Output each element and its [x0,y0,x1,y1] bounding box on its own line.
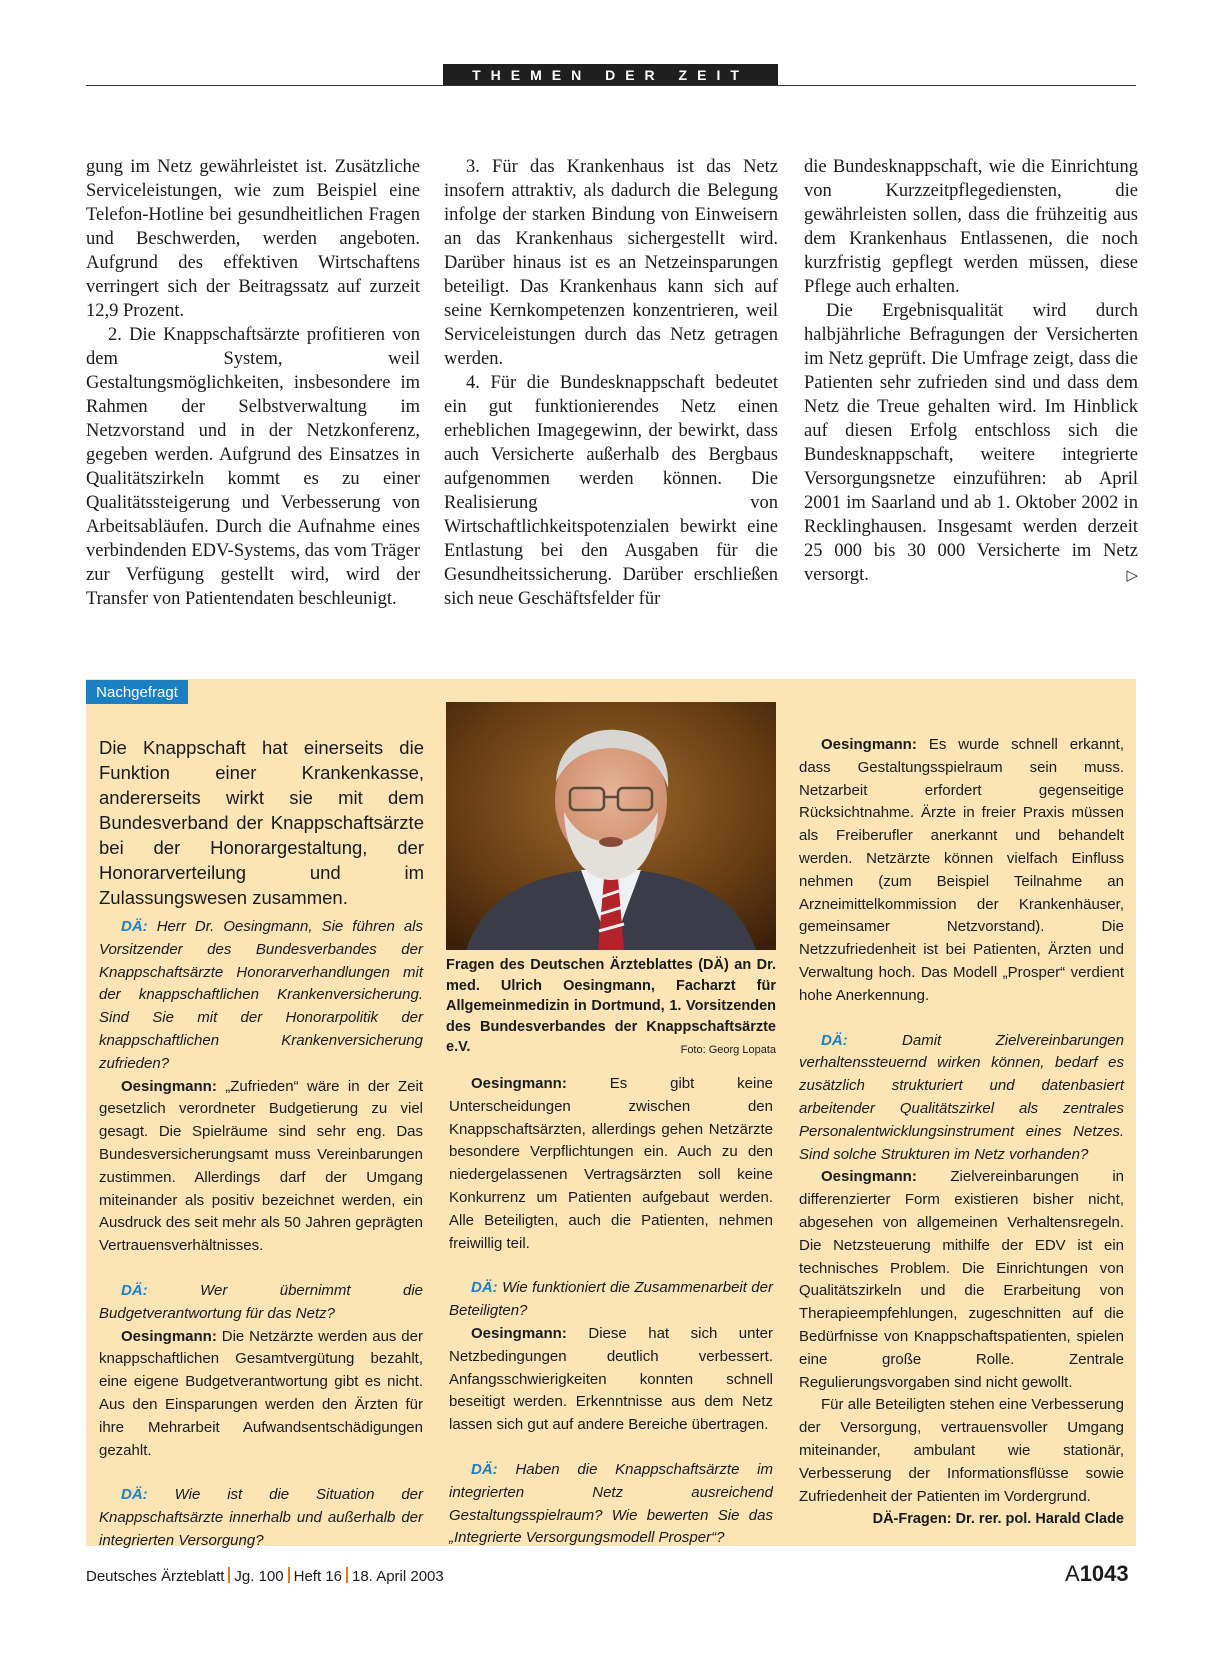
da-label: DÄ: [821,1031,848,1049]
da-label: DÄ: [121,1486,148,1504]
paragraph: gung im Netz gewährleistet ist. Zusätzliche Serviceleistungen, wie zum Beispiel eine Telefon-Hotline bei gesundheitlichen Fragen und Beschwerden, werden angeboten. Aufgrund des effektiven Wirtschaftens verringert sich der Beitragssatz auf zurzeit 12,9 Prozent. [86,157,420,321]
answer [99,1326,423,1463]
portrait-photo [446,702,776,950]
speaker-label: Oesingmann: [471,1324,567,1342]
article-column-1 [86,155,420,611]
footer-separator [228,1567,230,1583]
box-lead: Die Knappschaft hat einerseits die Funktion einer Krankenkasse, andererseits wirkt sie mit dem Bundesverband der Knappschaftsärzte bei der Honorargestaltung, der Honorarverteilung und im Zulassungswesen zusammen. [99,737,424,908]
section-label: THEMEN DER ZEIT [443,64,778,85]
closing-paragraph: Für alle Beteiligten stehen eine Verbesserung der Versorgung, vertrauensvoller Umgang miteinander, ambulant wie stationär, Verbesserung der Informationsflüsse sowie Zufriedenheit der Patienten im Vordergrund. [799,1396,1124,1505]
question-text: Wie ist die Situation der Knappschaftsärzte innerhalb und außerhalb der integrierten Versorgung? [99,1486,423,1549]
answer-text: Zielvereinbarungen in differenzierter Form existieren bisher nicht, abgesehen von allgemeinen Verhaltensregeln. Die Netzsteuerung mithilfe der EDV ist ein technisches Problem. Die Einrichtungen von Qualitätszirkeln und die Erarbeitung von Therapieempfehlungen, zugeschnitten auf die Bedürfnisse von Knappschaftspatienten, spielen eine große Rolle. Zentrale Regulierungsvorgaben sind nicht gewollt. [799,1168,1124,1391]
da-label: DÄ: [121,918,148,935]
page-prefix: A [1065,1561,1080,1586]
page-number [1065,1561,1129,1587]
interview-column-1 [99,916,423,1553]
question [449,1277,773,1323]
answer [99,1076,423,1258]
journal-name: Deutsches Ärzteblatt [86,1568,225,1585]
footer-separator [346,1567,348,1583]
speaker-label: Oesingmann: [821,736,917,753]
answer-text: Es gibt keine Unterscheidungen zwischen den Knappschaftsärzten, allerdings gehen Netzärzte besondere Verpflichtungen ein. Auch zu den niedergelassenen Vertragsärzten soll keine Konkurrenz um Patienten aufgebaut werden. Alle Beteiligten, auch die Patienten, nehmen freiwillig teil. [449,1075,774,1252]
paragraph: 2. Die Knappschaftsärzte profitieren von dem System, weil Gestaltungsmöglichkeiten, insbesondere im Rahmen der Selbstverwaltung im Netzvorstand und in der Netzkonferenz, gegeben werden. Aufgrund des Einsatzes in Qualitätszirkeln kommt es zu einer Qualitätssteigerung und Verbesserung von Arbeitsabläufen. Durch die Aufnahme eines verbindenden EDV-Systems, das vom Träger zur Verfügung gestellt wird, wird der Transfer von Patientendaten beschleunigt. [86,325,420,609]
speaker-label: Oesingmann: [121,1327,217,1345]
question-text: Damit Zielvereinbarungen verhaltenssteuernd wirken können, bedarf es zusätzlich strukturiert und datenbasiert arbeitender Qualitätszirkel als zentrales Personalentwicklungsinstrument eines Netzes. Sind solche Strukturen im Netz vorhanden? [799,1031,1124,1163]
paragraph: 3. Für das Krankenhaus ist das Netz insofern attraktiv, als dadurch die Belegung infolge der starken Bindung von Einweisern an das Krankenhaus sichergestellt wird. Darüber hinaus ist es an Netzeinsparungen beteiligt. Das Krankenhaus kann sich auf seine Kernkompetenzen konzentrieren, weil Serviceleistungen durch das Netz getragen werden. [444,157,778,369]
question [99,1280,423,1326]
da-label: DÄ: [121,1281,148,1299]
question [799,1030,1124,1167]
footer [86,1567,444,1585]
answer-text: „Zufrieden“ wäre in der Zeit gesetzlich verordneter Budgetierung zu viel gesagt. Die Spielräume sind sehr eng. Das Bundesversicherungsamt muss Vereinbarungen zustimmen. Allerdings darf der Umgang miteinander als positiv bezeichnet werden, ein Ausdruck des seit mehr als 50 Jahren geprägten Vertrauensverhältnisses. [99,1077,424,1255]
paragraph-text: Die Ergebnisqualität wird durch halbjährliche Befragungen der Versicherten im Netz geprüft. Die Umfrage zeigt, dass die Patienten sehr zufrieden sind und dass dem Netz die Treue gehalten wird. Im Hinblick auf diesen Erfolg entschloss sich die Bundesknappschaft, weitere integrierte Versorgungsnetze einzuführen: ab April 2001 im Saarland und ab 1. Oktober 2002 in Recklinghausen. Insgesamt werden derzeit 25 000 bis 30 000 Versicherte im Netz versorgt. [804,301,1138,585]
answer-text: Die Netzärzte werden aus der knappschaftlichen Gesamtvergütung bezahlt, eine eigene Budgetverantwortung gibt es nicht. Aus den Einsparungen werden den Ärzten für ihre Mehrarbeit Aufwandsentschädigungen gezahlt. [99,1327,423,1459]
box-tag: Nachgefragt [86,680,188,704]
question-text: Wer übernimmt die Budgetverantwortung für das Netz? [99,1281,424,1322]
interview-column-2 [449,1073,773,1550]
answer [449,1073,773,1255]
answer [799,1166,1124,1394]
header-rule [86,85,1136,86]
question [449,1459,773,1550]
question-text: Haben die Knappschaftsärzte im integrierten Netz ausreichend Gestaltungsspielraum? Wie bewerten Sie das „Integrierte Versorgungsmodell Prosper“? [449,1460,773,1547]
answer [449,1323,773,1437]
article-column-3 [804,155,1138,587]
answer [799,734,1124,1008]
paragraph: die Bundesknappschaft, wie die Einrichtung von Kurzzeitpflegediensten, die gewährleisten sollen, dass die frühzeitig aus dem Krankenhaus Entlassenen, die noch kurzfristig gepflegt werden müssen, diese Pflege auch erhalten. [804,157,1138,297]
question-text: Herr Dr. Oesingmann, Sie führen als Vorsitzender des Bundesverbandes der Knappschaftsärzte Honorarverhandlungen mit der knappschaftlichen Krankenversicherung. Sind Sie mit der Honorarpolitik der knappschaftlichen Krankenversicherung zufrieden? [99,918,424,1072]
issue-date: 18. April 2003 [352,1568,444,1585]
paragraph: 4. Für die Bundesknappschaft bedeutet ein gut funktionierendes Netz einen erheblichen Imagegewinn, der bewirkt, dass auch Versicherte außerhalb des Bergbaus aufgenommen werden können. Die Realisierung von Wirtschaftlichkeitspotenzialen bewirkt eine Entlastung bei den Ausgaben für die Gesundheitssicherung. Darüber erschließen sich neue Geschäftsfelder für [444,373,778,609]
paragraph [804,299,1138,587]
speaker-label: Oesingmann: [471,1075,567,1092]
question [99,1484,423,1552]
question [99,916,423,1076]
article-column-2 [444,155,778,611]
da-label: DÄ: [471,1460,498,1478]
photo-caption [446,955,776,1061]
caption-text: Fragen des Deutschen Ärzteblattes (DÄ) an Dr. med. Ulrich Oesingmann, Facharzt für Allgemeinmedizin in Dortmund, 1. Vorsitzenden des Bundesverbandes der Knappschaftsärzte e.V. [446,957,776,1055]
issue: Heft 16 [293,1568,342,1585]
interview-column-3 [799,734,1124,1531]
questions-credit: DÄ-Fragen: Dr. rer. pol. Harald Clade [872,1511,1124,1528]
volume: Jg. 100 [234,1568,284,1585]
continue-arrow-icon: ▷ [1126,566,1138,584]
page-number-value: 1043 [1079,1561,1129,1586]
footer-separator [288,1567,290,1583]
answer-text: Diese hat sich unter Netzbedingungen deutlich verbessert. Anfangsschwierigkeiten konnten schnell beseitigt werden. Erkenntnisse aus dem Netz lassen sich gut auf andere Bereiche übertragen. [449,1324,773,1434]
da-label: DÄ: [471,1279,498,1297]
answer-text: Es wurde schnell erkannt, dass Gestaltungsspielraum sein muss. Netzarbeit erfordert gegenseitige Rücksichtnahme. Ärzte in freier Praxis müssen als Freiberufler anerkannt und behandelt werden. Netzärzte können vielfach Einfluss nehmen (zum Beispiel Teilnahme an Arzneimittelkommission der Krankenhäuser, gemeinsamer Netzvorstand). Die Netzzufriedenheit ist bei Patienten, Ärzten und Verwaltung hoch. Das Modell „Prosper“ verdient hohe Anerkennung. [799,736,1124,1004]
speaker-label: Oesingmann: [121,1077,217,1095]
speaker-label: Oesingmann: [821,1168,917,1186]
photo-credit: Foto: Georg Lopata [680,1044,776,1056]
question-text: Wie funktioniert die Zusammenarbeit der Beteiligten? [449,1279,773,1320]
